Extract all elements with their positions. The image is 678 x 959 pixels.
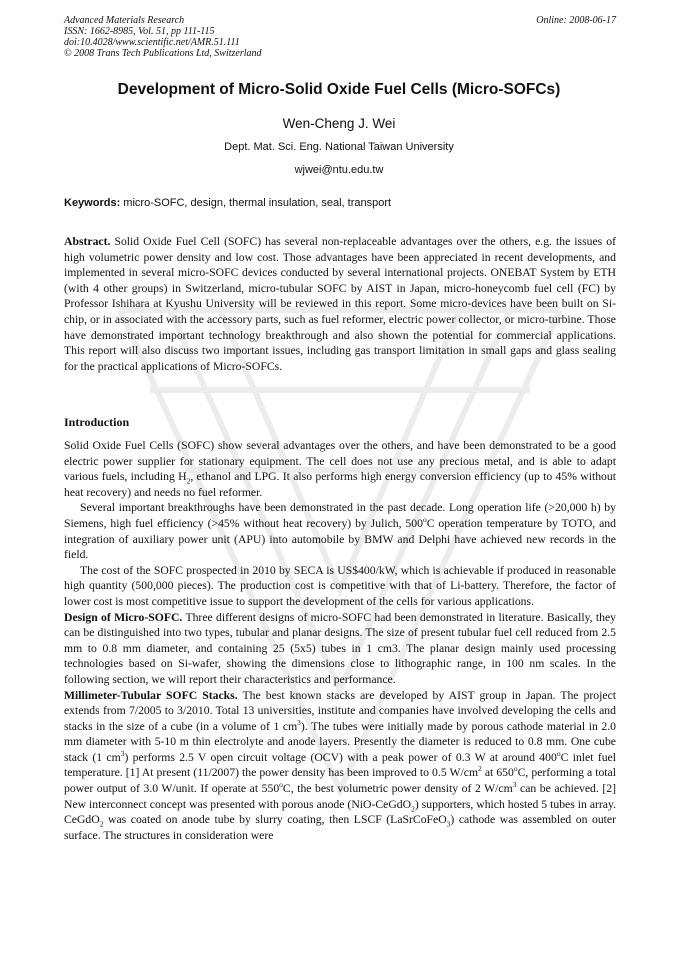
author-name: Wen-Cheng J. Wei bbox=[282, 116, 396, 131]
journal-copyright: © 2008 Trans Tech Publications Ltd, Switzerland bbox=[64, 48, 262, 59]
abstract bbox=[64, 234, 616, 374]
author-email: wjwei@ntu.edu.tw bbox=[294, 164, 384, 176]
intro-paragraph-2: Several important breakthroughs have been demonstrated in the past decade. Long operation life (>20,000 h) by Siemens, high fuel efficiency (>45% without heat recovery) by Julich, 500$^o$C operation temperature by TOTO, and integration of auxiliary power unit (APU) into automobile by BMW and Delphi have achieved new records in the field. bbox=[64, 501, 616, 562]
journal-doi: doi:10.4028/www.scientific.net/AMR.51.111 bbox=[64, 37, 240, 48]
journal-issn: ISSN: 1662-8985, Vol. 51, pp 111-115 bbox=[64, 26, 215, 37]
journal-header bbox=[64, 15, 616, 59]
author-affiliation: Dept. Mat. Sci. Eng. National Taiwan University bbox=[224, 141, 454, 153]
main-body bbox=[64, 438, 616, 843]
design-paragraph: Design of Micro-SOFC. Three different designs of micro-SOFC had been demonstrated in literature. Basically, they can be distinguished into two types, tubular and planar designs. The size of present tubular fuel cell reduced from 2.5 mm to 0.8 mm diameter, and containing 25 (5x5) tubes in 1 cm3. The planar design mainly used processing technologies based on Si-wafer, showing the dimensions close to lithographic range, in 100 nm scales. In the following section, we will report their characteristics and performance. bbox=[64, 610, 616, 686]
journal-name: Advanced Materials Research bbox=[64, 15, 185, 26]
millimeter-paragraph: Millimeter-Tubular SOFC Stacks. The best known stacks are developed by AIST group in Japan. The project extends from 7/2005 to 3/2010. Total 13 universities, institute and companies have involved developing the cells and stacks in the size of a cube (in a volume of 1 $cm^3$). The tubes were initially made by porous cathode material in 2.0 mm diameter with 5-10 m thin electrolyte and anode layers. Presently the diameter is reduced to 0.8 mm. One cube stack (1 $cm^3$) performs 2.5 V open circuit voltage (OCV) with a peak power of 0.3 W at around 400$^o$C inlet fuel temperature. [1] At present (11/2007) the power density has been improved to 0.5 $W/cm^2$ at 650$^o$C, performing a total power output of 3.0 W/unit. If operate at 550$^o$C, the best volumetric power density of 2 $W/cm^3$ can be achieved. [2] New interconnect concept was presented with porous anode (NiO-CeGdO$_2$) supporters, which hosted 5 tubes in array. CeGdO$_2$ was coated on anode tube by slurry coating, then LSCF (LaSrCoFeO$_3$) cathode was assembled on outer surface. The structures in consideration were bbox=[64, 688, 617, 842]
section-heading-introduction: Introduction bbox=[64, 415, 130, 429]
keywords-label: Keywords: bbox=[64, 197, 121, 209]
intro-paragraph-3: The cost of the SOFC prospected in 2010 by SECA is US$400/kW, which is achievable if produced in reasonable high quantity (500,000 pieces). The production cost is competitive with that of Li-battery. Therefore, the factor of lower cost is most competitive issue to support the development of the cells for various applications. bbox=[64, 563, 616, 608]
abstract-label: Abstract. bbox=[64, 235, 111, 248]
abstract-text: Solid Oxide Fuel Cell (SOFC) has several non-replaceable advantages over the others, e.g. the issues of high volumetric power density and low cost. Those advantages have been appreciated in recent developments, and implemented in several micro-SOFC devices conducted by several international projects. ONEBAT System by ETH (with 4 other groups) in Switzerland, micro-tubular SOFC by AIST in Japan, micro-honeycomb fuel cell (FC) by Professor Ishihara at Kyushu University will be reviewed in this report. Some micro-devices have been built on Si-chip, or in associated with the accessory parts, such as fuel reformer, electric power collector, or micro-turbine. Those have demonstrated important technology breakthrough and also shown the potential for commercial applications. This report will also discuss two important issues, including gas transport limitation in small gaps and glass sealing for the practical applications of Micro-SOFCs. bbox=[64, 235, 616, 373]
paper-title: Development of Micro-Solid Oxide Fuel Cells (Micro-SOFCs) bbox=[117, 81, 561, 98]
millimeter-label: Millimeter-Tubular SOFC Stacks. bbox=[64, 688, 238, 702]
design-label: Design of Micro-SOFC. bbox=[64, 610, 183, 624]
keywords bbox=[64, 197, 616, 209]
keywords-text: micro-SOFC, design, thermal insulation, seal, transport bbox=[120, 197, 392, 209]
intro-paragraph-1: Solid Oxide Fuel Cells (SOFC) show several advantages over the others, and have been demonstrated to be a good electric power supplier for stationary equipment. The cell does not use any precious metal, and is able to adapt various fuels, including $H_2$, ethanol and LPG. It also performs high energy conversion efficiency (up to 45% without heat recovery) and needs no fuel reformer. bbox=[64, 439, 616, 499]
online-date: Online: 2008-06-17 bbox=[536, 15, 616, 26]
